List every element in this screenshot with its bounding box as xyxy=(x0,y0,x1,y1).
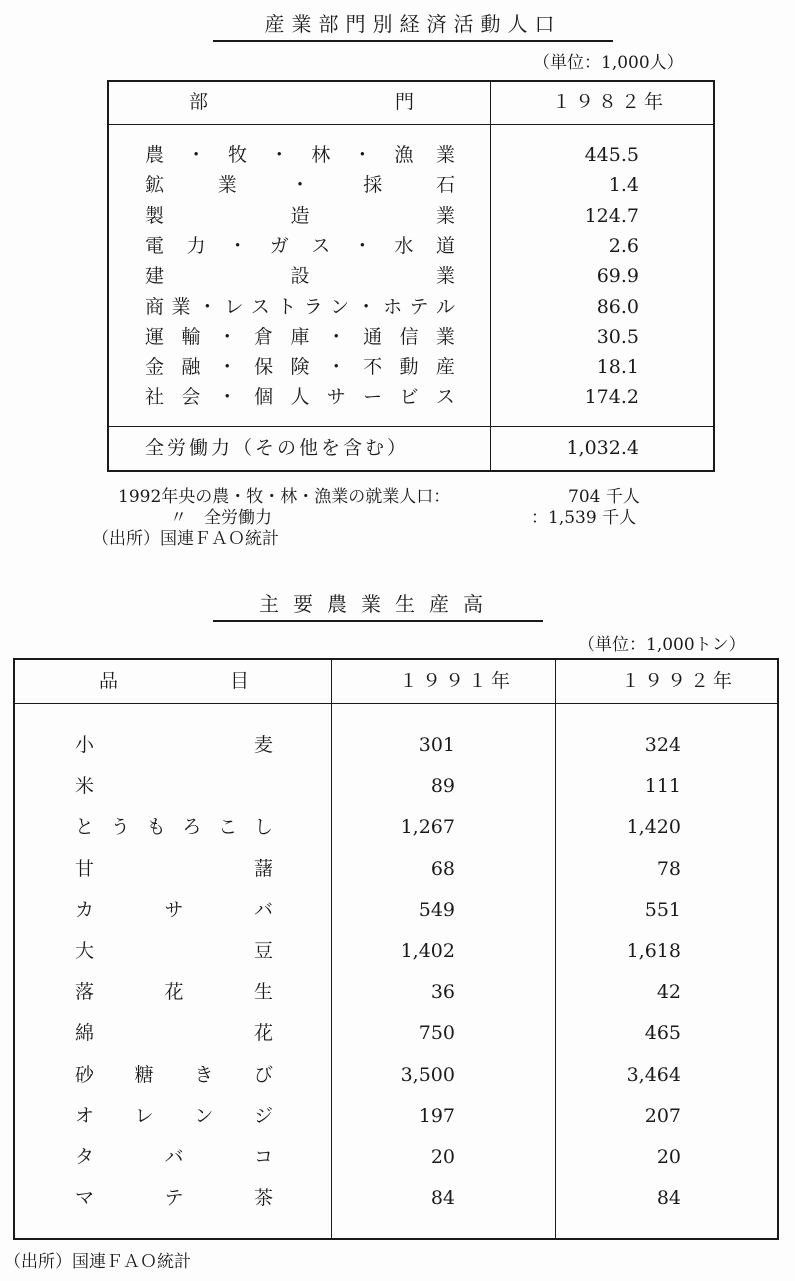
table1-note-2-label: 〃 全労働力 xyxy=(170,508,272,528)
table1-row-sector: 社 会 ・ 個 人 サ ー ビ ス xyxy=(145,386,455,409)
table1-total-value: 1,032.4 xyxy=(566,437,639,459)
table2-title: 主要農業生産高 xyxy=(213,588,543,622)
table1-total-label: 全労働力（その他を含む） xyxy=(145,437,410,459)
table2-unit: （単位：1,000トン） xyxy=(578,635,746,655)
table1-row-value: 18.1 xyxy=(596,356,639,379)
table2-row-1992: 1,420 xyxy=(626,816,681,839)
table2-row-item: と う も ろ こ し xyxy=(75,816,273,839)
table2-row-1991: 197 xyxy=(418,1104,455,1127)
table2-row-item: タ バ コ xyxy=(75,1146,273,1168)
table2-header-item: 品 目 xyxy=(99,670,249,692)
table2-header-1992: １９９２年 xyxy=(621,670,737,692)
table2-row-item: 落 花 生 xyxy=(75,981,273,1004)
table2-row-item: オ レ ン ジ xyxy=(75,1104,273,1127)
table2-header-1991: １９９１年 xyxy=(399,670,515,692)
table1-row-value: 2.6 xyxy=(608,234,639,257)
table2-row-1992: 324 xyxy=(644,734,681,756)
table1-row-sector: 農 ・ 牧 ・ 林 ・ 漁 業 xyxy=(145,144,455,166)
table2-row-item: マ テ 茶 xyxy=(75,1187,273,1210)
table1-note-1-value: 704 千人 xyxy=(568,487,640,507)
table2-column-divider-1 xyxy=(331,660,332,1238)
table1-row-sector: 製 造 業 xyxy=(145,204,455,227)
table1-row-sector: 運 輸 ・ 倉 庫 ・ 通 信 業 xyxy=(145,325,455,348)
table2-row-1991: 750 xyxy=(418,1022,455,1045)
table2-row-item: カ サ バ xyxy=(75,898,273,921)
table1-column-divider xyxy=(490,82,491,470)
table2-row-1991: 301 xyxy=(418,734,455,756)
table2-row-1992: 42 xyxy=(656,981,681,1004)
table1-row-sector: 電 力 ・ ガ ス ・ 水 道 xyxy=(145,234,455,257)
table1-row-value: 445.5 xyxy=(584,144,639,166)
table1-title: 産業部門別経済活動人口 xyxy=(213,8,613,42)
table2-row-1991: 1,402 xyxy=(400,940,455,962)
table1-header-divider xyxy=(109,124,713,125)
table2-row-item: 綿 花 xyxy=(75,1022,273,1045)
table2-row-1992: 84 xyxy=(656,1187,681,1210)
table2-row-item: 砂 糖 き び xyxy=(75,1063,273,1086)
table1-row-value: 124.7 xyxy=(584,204,639,227)
table1-row-sector: 鉱 業 ・ 採 石 xyxy=(145,174,455,197)
table1 xyxy=(107,80,715,472)
table2-row-1992: 1,618 xyxy=(626,940,681,962)
table1-header-year: １９８２年 xyxy=(552,91,668,113)
table1-row-value: 1.4 xyxy=(608,174,639,197)
table2-header-divider xyxy=(15,703,777,704)
table1-row-value: 30.5 xyxy=(596,325,639,348)
table2-row-1991: 36 xyxy=(430,981,455,1004)
table2-row-1992: 207 xyxy=(644,1104,681,1127)
table2-row-1991: 3,500 xyxy=(400,1063,455,1086)
table2-row-item: 小 麦 xyxy=(75,734,273,756)
table2-row-1992: 465 xyxy=(644,1022,681,1045)
table2-row-item: 米 xyxy=(75,775,95,798)
table2-row-1992: 3,464 xyxy=(626,1063,681,1086)
table2-row-1991: 89 xyxy=(430,775,455,798)
table2-row-1992: 111 xyxy=(644,775,681,798)
table1-row-value: 174.2 xyxy=(584,386,639,409)
table2-source: （出所）国連ＦＡＯ統計 xyxy=(4,1252,191,1272)
table2 xyxy=(13,658,779,1240)
table2-row-1992: 78 xyxy=(656,857,681,880)
table1-total-divider xyxy=(109,426,713,427)
table1-note-2-value: ：1,539 千人 xyxy=(531,508,637,528)
table1-row-sector: 商 業 ・ レ ス ト ラ ン ・ ホ テ ル xyxy=(145,295,455,318)
table2-row-1991: 1,267 xyxy=(400,816,455,839)
table2-row-item: 大 豆 xyxy=(75,940,273,962)
table1-note-1-label: 1992年央の農・牧・林・漁業の就業人口： xyxy=(118,487,451,507)
table2-row-1991: 68 xyxy=(430,857,455,880)
table2-row-1992: 20 xyxy=(656,1146,681,1168)
table1-row-sector: 建 設 業 xyxy=(145,265,455,288)
table1-unit: （単位：1,000人） xyxy=(533,53,684,73)
table2-row-1992: 551 xyxy=(644,898,681,921)
table2-row-1991: 20 xyxy=(430,1146,455,1168)
table1-source: （出所）国連ＦＡＯ統計 xyxy=(92,529,279,549)
table1-row-value: 69.9 xyxy=(596,265,639,288)
table2-column-divider-2 xyxy=(555,660,556,1238)
table2-row-item: 甘 藷 xyxy=(75,857,273,880)
table1-row-value: 86.0 xyxy=(596,295,639,318)
table2-row-1991: 549 xyxy=(418,898,455,921)
table1-row-sector: 金 融 ・ 保 険 ・ 不 動 産 xyxy=(145,356,455,379)
table1-header-sector: 部 門 xyxy=(189,91,414,113)
table2-row-1991: 84 xyxy=(430,1187,455,1210)
